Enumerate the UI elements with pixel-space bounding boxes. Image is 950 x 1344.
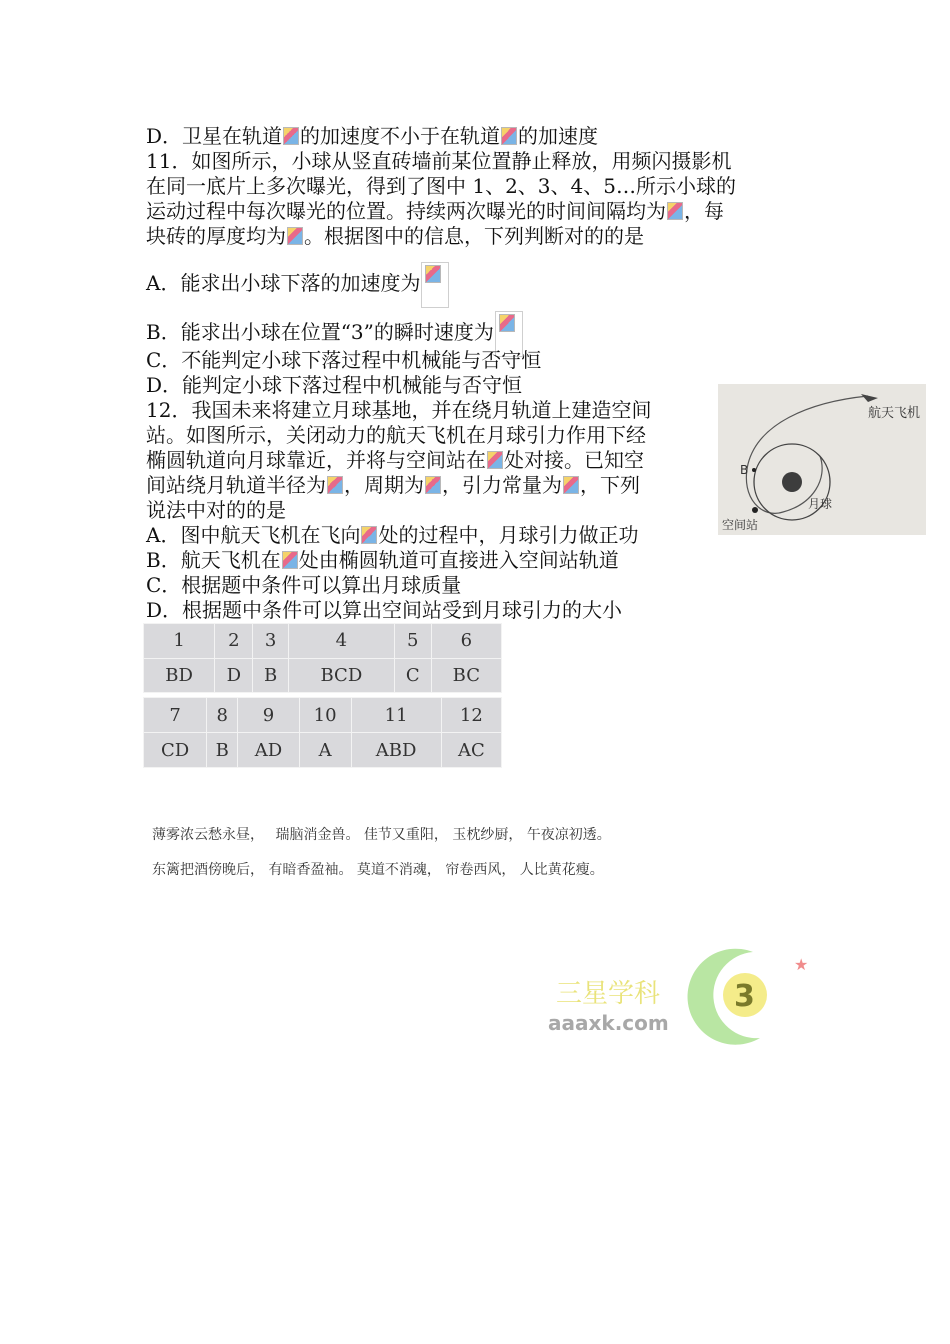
formula-image-icon <box>425 265 441 283</box>
q12-line1: 12．我国未来将建立月球基地，并在绕月轨道上建造空间 <box>146 398 652 422</box>
text: 间站绕月轨道半径为 <box>146 473 326 497</box>
text: 处对接。已知空 <box>504 448 644 472</box>
table-row <box>144 624 502 659</box>
table-cell: B <box>207 733 238 768</box>
table-cell: 7 <box>144 698 207 733</box>
q11-option-c: C．不能判定小球下落过程中机械能与否守恒 <box>146 348 542 372</box>
q12-option-c: C．根据题中条件可以算出月球质量 <box>146 573 462 597</box>
text: 。根据图中的信息，下列判断对的的是 <box>304 224 644 248</box>
orbit-figure <box>718 384 926 535</box>
q11-line3 <box>146 199 724 224</box>
orbit-diagram <box>718 384 926 535</box>
text: 处的过程中，月球引力做正功 <box>378 523 639 547</box>
q12-option-b <box>146 548 619 573</box>
table-cell: 6 <box>431 624 501 659</box>
text: ，周期为 <box>344 473 424 497</box>
formula-image-icon <box>487 451 503 469</box>
logo-mark <box>548 940 808 1050</box>
text: 运动过程中每次曝光的位置。持续两次曝光的时间间隔均为 <box>146 199 666 223</box>
formula-image-icon <box>563 476 579 494</box>
formula-image-icon <box>283 127 299 145</box>
table-cell: D <box>215 658 253 693</box>
table-cell: 5 <box>394 624 431 659</box>
formula-image-icon <box>287 227 303 245</box>
poem-line-2: 东篱把酒傍晚后， 有暗香盈袖。 莫道不消魂， 帘卷西风， 人比黄花瘦。 <box>152 862 604 878</box>
text: D．卫星在轨道 <box>146 124 283 148</box>
table-cell: 2 <box>215 624 253 659</box>
q12-line4 <box>146 473 640 498</box>
table-row <box>144 658 502 693</box>
text: A．能求出小球下落的加速度为 <box>146 271 421 295</box>
station-dot <box>752 507 758 513</box>
table-cell: A <box>299 733 351 768</box>
table-row <box>144 698 502 733</box>
q11-option-a <box>146 262 449 308</box>
text: ，每 <box>684 199 724 223</box>
text: 的加速度 <box>518 124 599 148</box>
text: ，引力常量为 <box>442 473 562 497</box>
q11-line1: 11．如图所示，小球从竖直砖墙前某位置静止释放，用频闪摄影机 <box>146 149 732 173</box>
station-label: 空间站 <box>722 518 759 532</box>
table-cell: BC <box>431 658 501 693</box>
table-cell: BD <box>144 658 215 693</box>
moon-icon <box>782 472 802 492</box>
text: B．航天飞机在 <box>146 548 281 572</box>
answer-table-2 <box>143 697 502 768</box>
table-cell: ABD <box>351 733 441 768</box>
formula-image-icon <box>282 551 298 569</box>
table-cell: 11 <box>351 698 441 733</box>
table-cell: 10 <box>299 698 351 733</box>
table-cell: AC <box>441 733 501 768</box>
text: 块砖的厚度均为 <box>146 224 286 248</box>
table-cell: 9 <box>238 698 300 733</box>
formula-image-icon <box>425 476 441 494</box>
table-cell: AD <box>238 733 300 768</box>
table-cell: 3 <box>253 624 288 659</box>
q12-line5: 说法中对的的是 <box>146 498 286 522</box>
formula-image-icon <box>499 314 515 332</box>
text: B．能求出小球在位置“3”的瞬时速度为 <box>146 320 494 344</box>
q11-line4 <box>146 224 644 249</box>
option-d-q10 <box>146 124 598 149</box>
moon-label: 月球 <box>808 497 833 511</box>
table-row <box>144 733 502 768</box>
text: 的加速度不小于在轨道 <box>300 124 501 148</box>
table-cell: CD <box>144 733 207 768</box>
point-b-dot <box>752 468 756 472</box>
q11-option-d: D．能判定小球下落过程中机械能与否守恒 <box>146 373 523 397</box>
table-cell: B <box>253 658 288 693</box>
q12-option-d: D．根据题中条件可以算出空间站受到月球引力的大小 <box>146 598 623 622</box>
answer-table-1 <box>143 623 502 693</box>
formula-image-icon <box>501 127 517 145</box>
star-icon: ★ <box>794 955 808 974</box>
table-cell: 1 <box>144 624 215 659</box>
q11-line2: 在同一底片上多次曝光，得到了图中 1、2、3、4、5…所示小球的 <box>146 174 736 198</box>
formula-image-icon <box>327 476 343 494</box>
table-cell: 4 <box>288 624 394 659</box>
text: 椭圆轨道向月球靠近，并将与空间站在 <box>146 448 486 472</box>
table-cell: 8 <box>207 698 238 733</box>
text: A．图中航天飞机在飞向 <box>146 523 361 547</box>
table-cell: 12 <box>441 698 501 733</box>
poem-line-1: 薄雾浓云愁永昼， 瑞脑消金兽。 佳节又重阳， 玉枕纱厨， 午夜凉初透。 <box>152 827 611 843</box>
logo-url-text: aaaxk.com <box>548 1011 669 1035</box>
text: 处由椭圆轨道可直接进入空间站轨道 <box>298 548 619 572</box>
formula-image-icon <box>361 526 377 544</box>
text: ，下列 <box>580 473 640 497</box>
logo-cn-text: 三星学科 <box>556 979 661 1009</box>
formula-image-icon <box>421 262 449 308</box>
q12-line3 <box>146 448 644 473</box>
logo-badge: 3 <box>734 979 755 1014</box>
q12-line2: 站。如图所示，关闭动力的航天飞机在月球引力作用下经 <box>146 423 646 447</box>
formula-image-icon <box>667 202 683 220</box>
shuttle-label: 航天飞机 <box>868 406 921 421</box>
q12-option-a <box>146 523 638 548</box>
table-cell: C <box>394 658 431 693</box>
point-b-label: B <box>740 463 749 477</box>
site-logo <box>548 940 808 1050</box>
table-cell: BCD <box>288 658 394 693</box>
